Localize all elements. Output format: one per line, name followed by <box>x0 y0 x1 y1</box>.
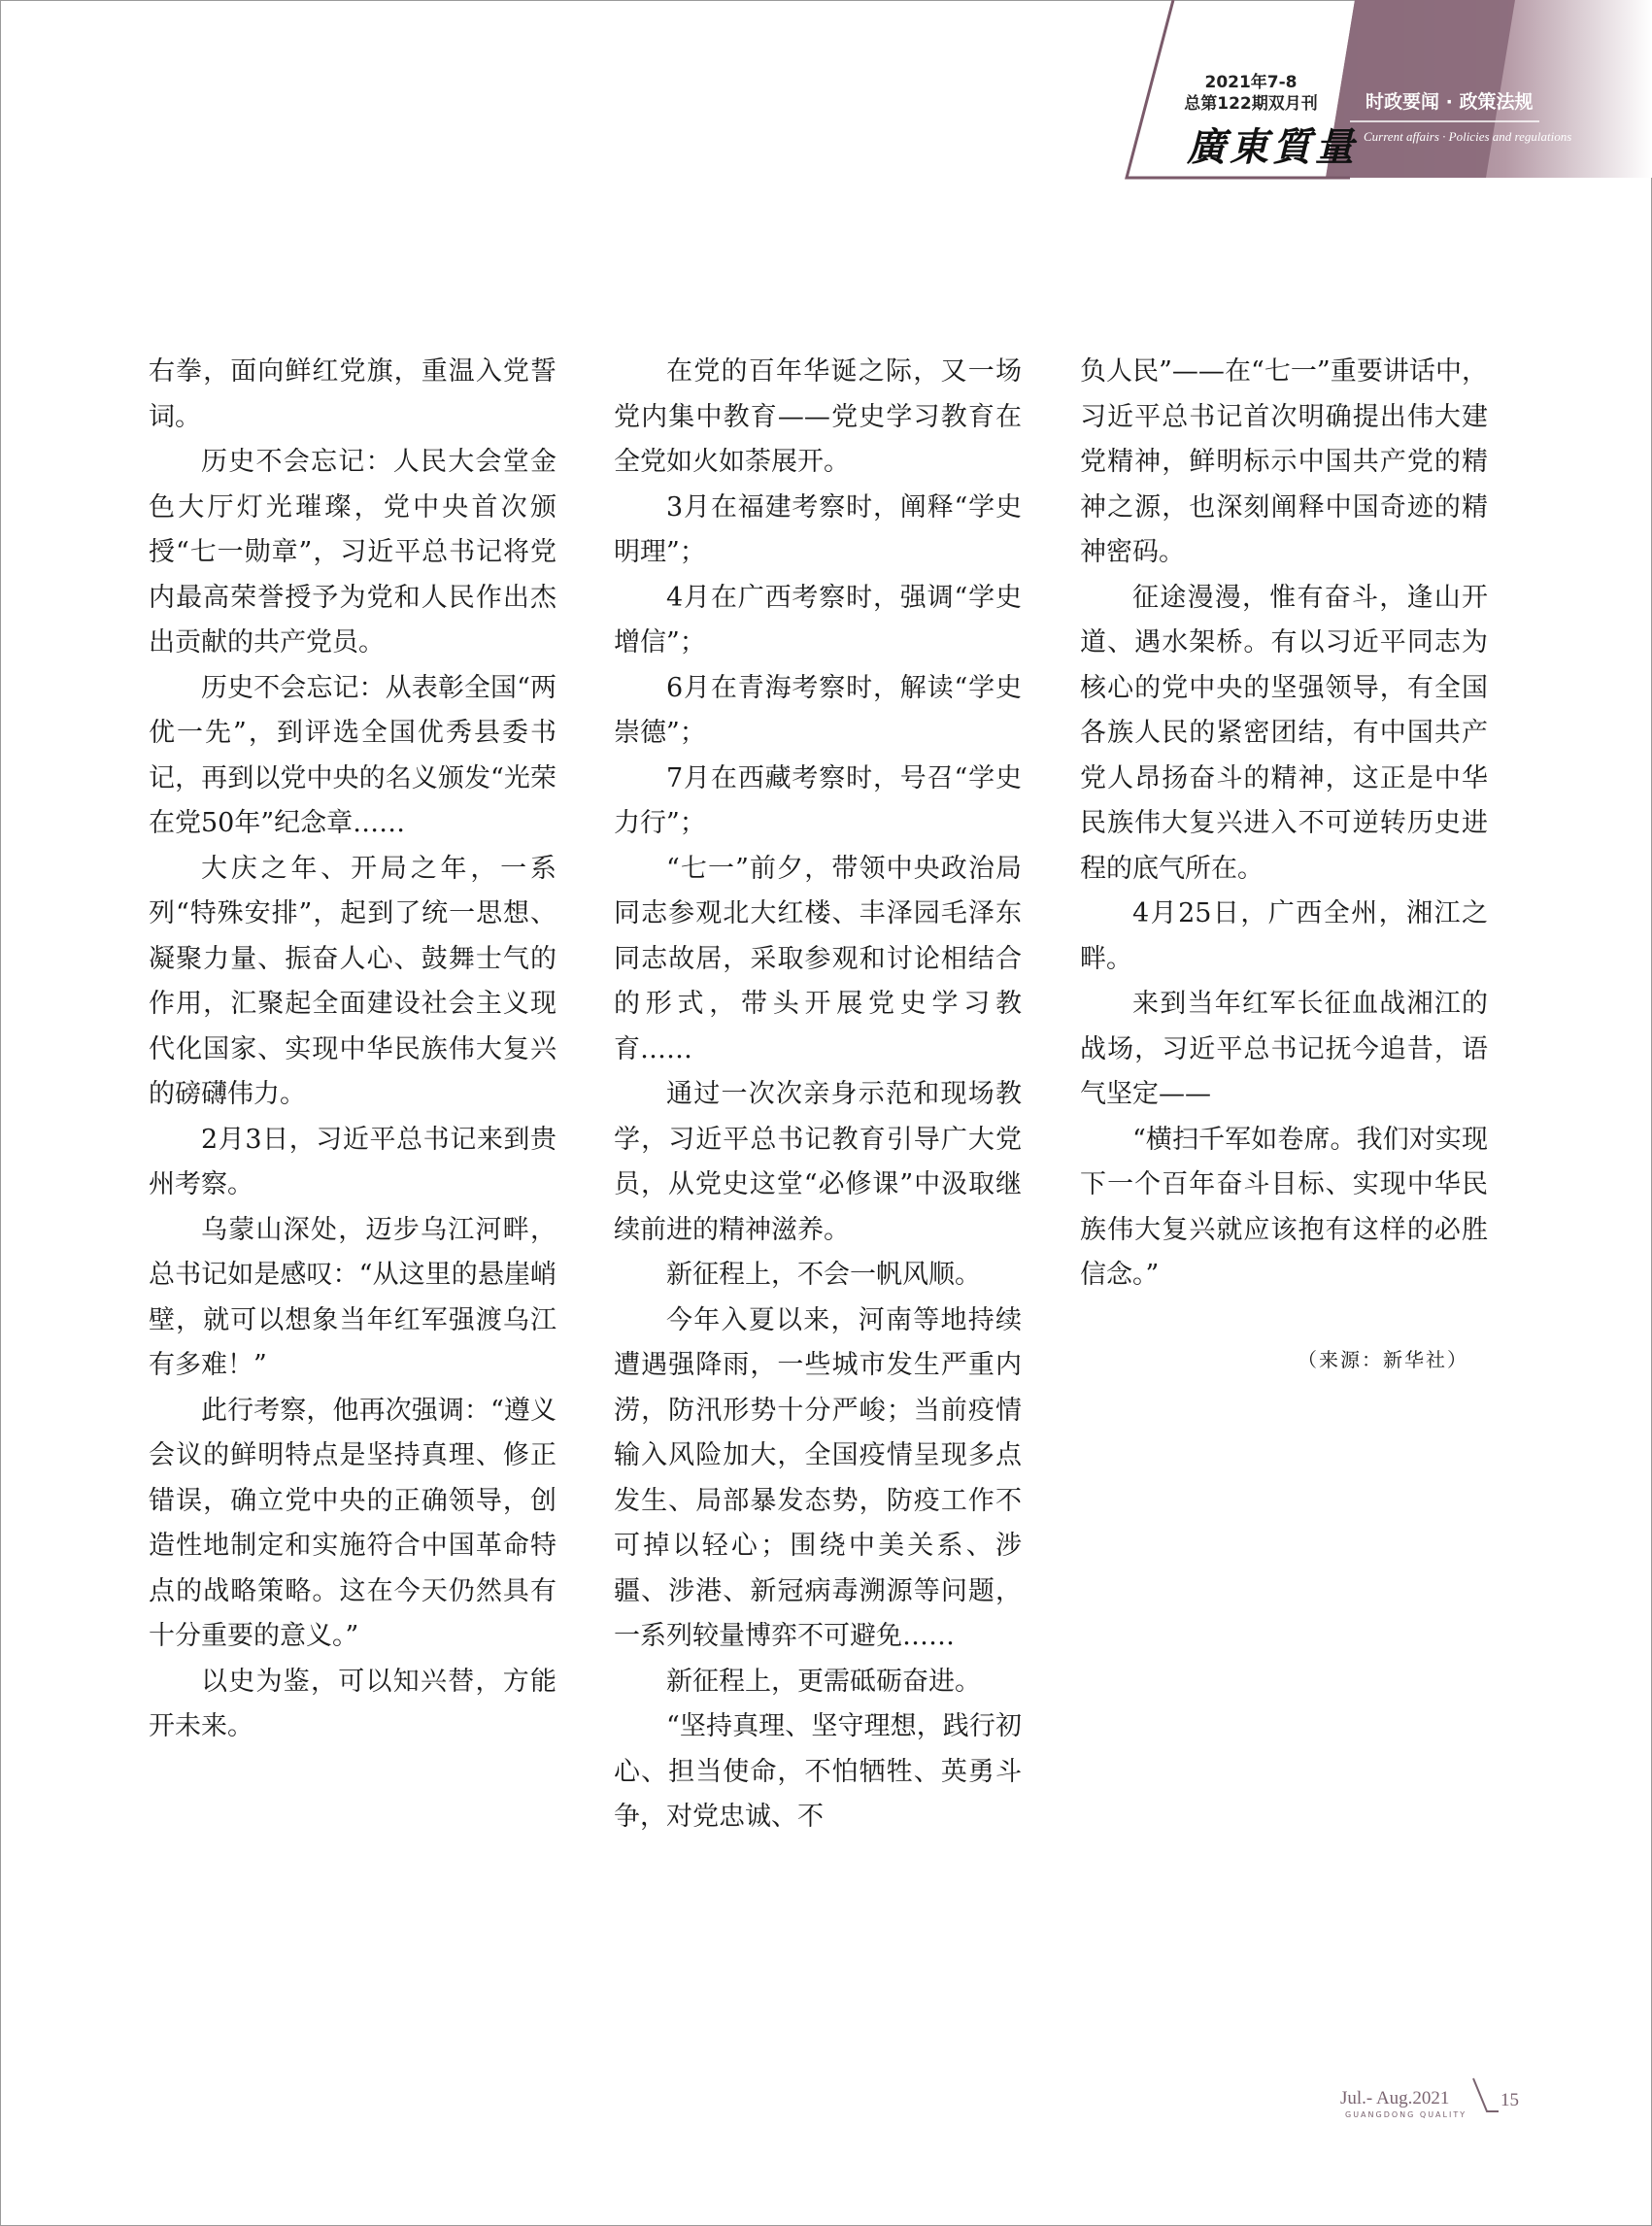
paragraph: “坚持真理、坚守理想，践行初心、担当使命，不怕牺牲、英勇斗争，对党忠诚、不 <box>614 1711 1022 1832</box>
footer-date: Jul.- Aug.2021 <box>1340 2088 1450 2108</box>
paragraph: 乌蒙山深处，迈步乌江河畔，总书记如是感叹：“从这里的悬崖峭壁，就可以想象当年红军强渡乌江有多难！” <box>149 1214 556 1380</box>
paragraph: 大庆之年、开局之年，一系列“特殊安排”，起到了统一思想、凝聚力量、振奋人心、鼓舞士气的作用，汇聚起全面建设社会主义现代化国家、实现中华民族伟大复兴的磅礴伟力。 <box>149 853 556 1109</box>
paragraph: 新征程上，不会一帆风顺。 <box>666 1260 981 1290</box>
paragraph: “七一”前夕，带领中央政治局同志参观北大红楼、丰泽园毛泽东同志故居，采取参观和讨论相结合的形式，带头开展党史学习教育…… <box>614 853 1022 1064</box>
paragraph: 此行考察，他再次强调：“遵义会议的鲜明特点是坚持真理、修正错误，确立党中央的正确领导，创造性地制定和实施符合中国革命特点的战略策略。这在今天仍然具有十分重要的意义。” <box>149 1395 556 1651</box>
paragraph: 6月在青海考察时，解读“学史崇德”； <box>614 672 1022 748</box>
source-note: （来源：新华社） <box>1298 1347 1468 1371</box>
text-column-3 <box>1080 350 1488 1382</box>
paragraph: 右拳，面向鲜红党旗，重温入党誓词。 <box>149 356 556 432</box>
paragraph: 2月3日，习近平总书记来到贵州考察。 <box>149 1124 556 1199</box>
page-number: 15 <box>1500 2090 1519 2110</box>
issue-date: 2021年7-8 <box>1204 73 1298 92</box>
masthead-logo: 廣東質量 <box>1187 124 1358 170</box>
section-title: 时政要闻 · 政策法规 <box>1365 91 1534 113</box>
issue-number: 总第122期双月刊 <box>1184 94 1318 114</box>
paragraph: 历史不会忘记：人民大会堂金色大厅灯光璀璨，党中央首次颁授“七一勋章”，习近平总书记将党内最高荣誉授予为党和人民作出杰出贡献的共产党员。 <box>149 447 556 658</box>
paragraph: 历史不会忘记：从表彰全国“两优一先”，到评选全国优秀县委书记，再到以党中央的名义颁发“光荣在党50年”纪念章…… <box>149 672 556 838</box>
paragraph: 以史为鉴，可以知兴替，方能开未来。 <box>149 1666 556 1741</box>
footer-divider <box>1471 2076 1500 2115</box>
text-column-1 <box>149 350 556 1750</box>
paragraph: 征途漫漫，惟有奋斗，逢山开道、遇水架桥。有以习近平同志为核心的党中央的坚强领导，有全国各族人民的紧密团结，有中国共产党人昂扬奋斗的精神，这正是中华民族伟大复兴进入不可逆转历史进程的底气所在。 <box>1080 582 1488 884</box>
paragraph: 今年入夏以来，河南等地持续遭遇强降雨，一些城市发生严重内涝，防汛形势十分严峻；当前疫情输入风险加大，全国疫情呈现多点发生、局部暴发态势，防疫工作不可掉以轻心；围绕中美关系、涉疆、涉港、新冠病毒溯源等问题，一系列较量博弈不可避免…… <box>614 1304 1022 1651</box>
section-subtitle: Current affairs · Policies and regulations <box>1364 129 1572 144</box>
paragraph: 4月25日，广西全州，湘江之畔。 <box>1080 898 1488 974</box>
paragraph: “横扫千军如卷席。我们对实现下一个百年奋斗目标、实现中华民族伟大复兴就应该抱有这样的必胜信念。” <box>1080 1124 1488 1290</box>
paragraph: 负人民”——在“七一”重要讲话中，习近平总书记首次明确提出伟大建党精神，鲜明标示中国共产党的精神之源，也深刻阐释中国奇迹的精神密码。 <box>1080 356 1488 567</box>
paragraph: 通过一次次亲身示范和现场教学，习近平总书记教育引导广大党员，从党史这堂“必修课”中汲取继续前进的精神滋养。 <box>614 1079 1022 1245</box>
paragraph: 来到当年红军长征血战湘江的战场，习近平总书记抚今追昔，语气坚定—— <box>1080 989 1488 1109</box>
paragraph: 4月在广西考察时，强调“学史增信”； <box>614 582 1022 658</box>
text-column-2 <box>614 350 1022 1840</box>
footer-brand: GUANGDONG QUALITY <box>1345 2110 1467 2119</box>
paragraph: 在党的百年华诞之际，又一场党内集中教育——党史学习教育在全党如火如荼展开。 <box>614 356 1022 477</box>
paragraph: 新征程上，更需砥砺奋进。 <box>666 1666 981 1697</box>
paragraph: 3月在福建考察时，阐释“学史明理”； <box>614 491 1022 567</box>
paragraph: 7月在西藏考察时，号召“学史力行”； <box>614 762 1022 838</box>
